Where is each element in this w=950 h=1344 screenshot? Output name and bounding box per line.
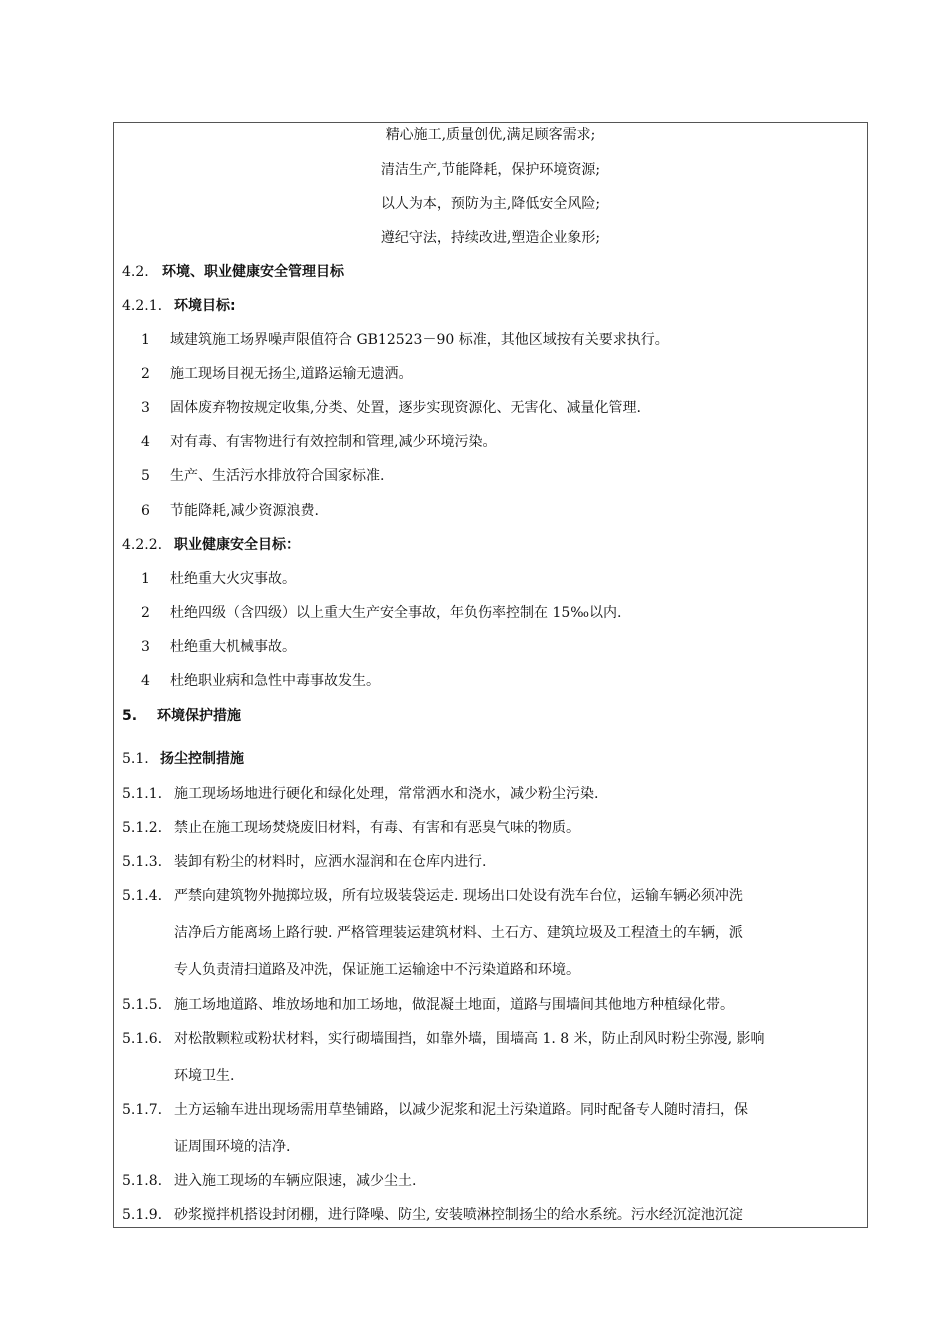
- section-number: 4.2.: [122, 264, 149, 280]
- section-title: 环境保护措施: [157, 708, 241, 724]
- item-text: 域建筑施工场界噪声限值符合 GB12523－90 标准，其他区域按有关要求执行。: [170, 332, 669, 348]
- item-text: 证周围环境的洁净.: [174, 1139, 291, 1155]
- section-title: 扬尘控制措施: [160, 751, 244, 767]
- item-text: 生产、生活污水排放符合国家标准.: [170, 468, 385, 484]
- section-number: 5.1.: [122, 751, 149, 767]
- item-number: 5.1.7.: [122, 1102, 163, 1118]
- item-text: 砂浆搅拌机搭设封闭棚，进行降噪、防尘, 安装喷淋控制扬尘的给水系统。污水经沉淀池沉淀: [174, 1207, 743, 1223]
- item-number: 1: [141, 332, 150, 348]
- item-text: 土方运输车进出现场需用草垫铺路，以减少泥浆和泥土污染道路。同时配备专人随时清扫，保: [174, 1102, 748, 1118]
- item-number: 5: [141, 468, 150, 484]
- item-number: 3: [141, 400, 150, 416]
- item-text: 洁净后方能离场上路行驶. 严格管理装运建筑材料、土石方、建筑垃圾及工程渣土的车辆，派: [174, 925, 743, 941]
- item-number: 2: [141, 366, 150, 382]
- item-text: 装卸有粉尘的材料时，应洒水湿润和在仓库内进行.: [174, 854, 487, 870]
- section-title: 环境目标:: [174, 298, 236, 314]
- section-title: 环境、职业健康安全管理目标: [162, 264, 344, 280]
- section-number: 5.: [122, 708, 138, 724]
- item-number: 5.1.4.: [122, 888, 163, 904]
- item-text: 施工现场场地进行硬化和绿化处理，常常洒水和浇水，减少粉尘污染.: [174, 786, 599, 802]
- content-frame: [113, 122, 868, 1228]
- item-text: 施工场地道路、堆放场地和加工场地，做混凝土地面，道路与围墙间其他地方种植绿化带。: [174, 997, 734, 1013]
- item-text: 施工现场目视无扬尘,道路运输无遗洒。: [170, 366, 413, 382]
- section-number: 4.2.2.: [122, 537, 163, 553]
- item-text: 禁止在施工现场焚烧废旧材料，有毒、有害和有恶臭气味的物质。: [174, 820, 580, 836]
- item-text: 环境卫生.: [174, 1068, 235, 1084]
- item-number: 5.1.3.: [122, 854, 163, 870]
- item-text: 严禁向建筑物外抛掷垃圾，所有垃圾装袋运走. 现场出口处设有洗车台位，运输车辆必须冲洗: [174, 888, 743, 904]
- policy-line: 清洁生产,节能降耗，保护环境资源;: [380, 162, 601, 178]
- item-text: 杜绝四级（含四级）以上重大生产安全事故，年负伤率控制在 15‰以内.: [170, 605, 622, 621]
- item-text: 杜绝重大火灾事故。: [170, 571, 296, 587]
- item-number: 3: [141, 639, 150, 655]
- section-number: 4.2.1.: [122, 298, 163, 314]
- policy-line: 遵纪守法，持续改进,塑造企业象形;: [380, 230, 601, 246]
- item-number: 5.1.8.: [122, 1173, 163, 1189]
- item-number: 4: [141, 673, 150, 689]
- item-text: 进入施工现场的车辆应限速，减少尘土.: [174, 1173, 417, 1189]
- item-text: 专人负责清扫道路及冲洗，保证施工运输途中不污染道路和环境。: [174, 962, 580, 978]
- item-number: 6: [141, 503, 150, 519]
- item-number: 5.1.5.: [122, 997, 163, 1013]
- item-number: 5.1.9.: [122, 1207, 163, 1223]
- item-number: 5.1.1.: [122, 786, 163, 802]
- item-text: 固体废弃物按规定收集,分类、处置，逐步实现资源化、无害化、减量化管理.: [170, 400, 641, 416]
- item-text: 杜绝重大机械事故。: [170, 639, 296, 655]
- item-text: 节能降耗,减少资源浪费.: [170, 503, 319, 519]
- item-text: 对有毒、有害物进行有效控制和管理,减少环境污染。: [170, 434, 497, 450]
- item-number: 1: [141, 571, 150, 587]
- item-number: 5.1.2.: [122, 820, 163, 836]
- item-number: 4: [141, 434, 150, 450]
- policy-line: 以人为本，预防为主,降低安全风险;: [380, 196, 601, 212]
- item-number: 5.1.6.: [122, 1031, 163, 1047]
- item-number: 2: [141, 605, 150, 621]
- item-text: 对松散颗粒或粉状材料，实行砌墙围挡，如靠外墙，围墙高 1. 8 米，防止刮风时粉尘弥漫, 影响: [174, 1031, 765, 1047]
- section-title: 职业健康安全目标：: [174, 537, 300, 553]
- policy-line: 精心施工,质量创优,满足顾客需求;: [385, 127, 596, 143]
- item-text: 杜绝职业病和急性中毒事故发生。: [170, 673, 380, 689]
